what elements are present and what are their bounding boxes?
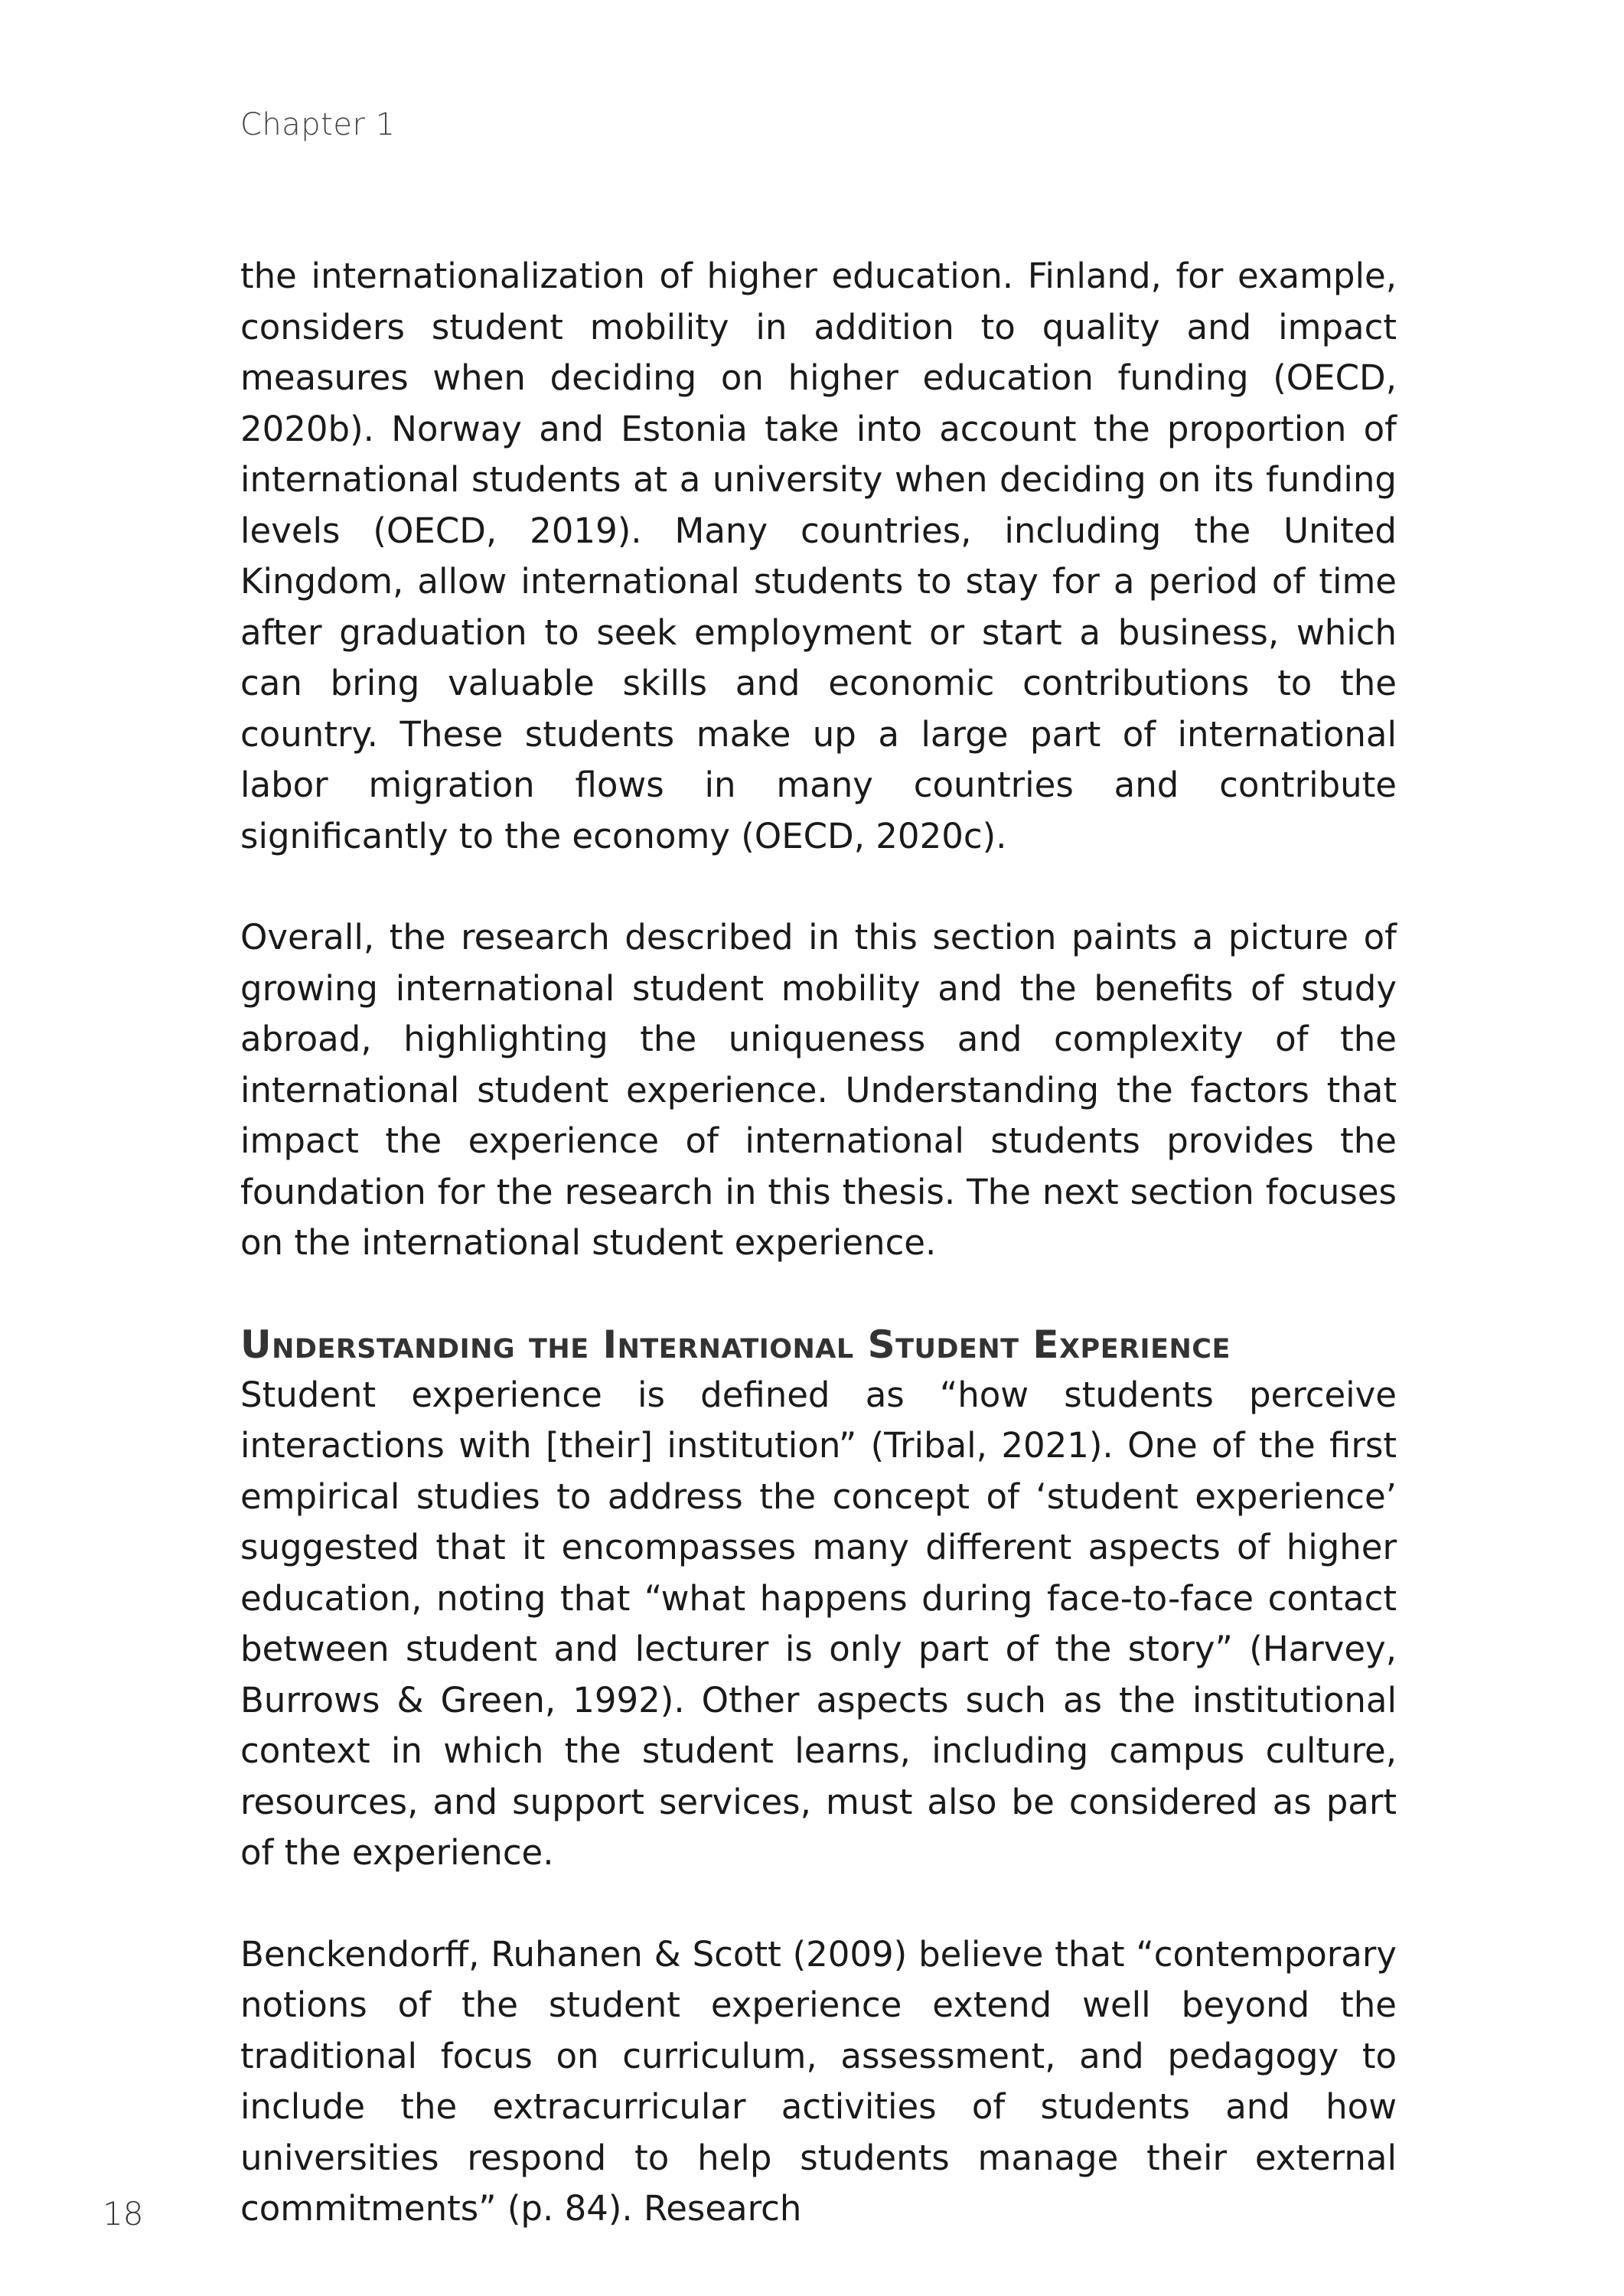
- page-body: [240, 251, 1397, 2235]
- page-number: 18: [103, 2195, 144, 2232]
- body-paragraph: Student experience is defined as “how students perceive interactions with [their] institution” (Tribal, 2021). One of the first empirical studies to address the concept of ‘student experience’ suggested that it encompasses many different aspects of higher education, noting that “what happens during face-to-face contact between student and lecturer is only part of the story” (Harvey, Burrows & Green, 1992). Other aspects such as the institutional context in which the student learns, including campus culture, resources, and support services, must also be considered as part of the experience.: [240, 1374, 1397, 1873]
- section-heading: Understanding the International Student Experience: [240, 1322, 1231, 1367]
- running-header: Chapter 1: [240, 107, 396, 142]
- paragraph-gap: [240, 1879, 1397, 1929]
- body-paragraph: Overall, the research described in this section paints a picture of growing international student mobility and the benefits of study abroad, highlighting the uniqueness and complexity of the international student experience. Understanding the factors that impact the experience of international students provides the foundation for the research in this thesis. The next section focuses on the international student experience.: [240, 917, 1397, 1263]
- body-paragraph: Benckendorff, Ruhanen & Scott (2009) believe that “contemporary notions of the student experience extend well beyond the traditional focus on curriculum, assessment, and pedagogy to include the extracurricular activities of students and how universities respond to help students manage their external commitments” (p. 84). Research: [240, 1933, 1397, 2229]
- paragraph-gap: [240, 862, 1397, 912]
- body-paragraph: the internationalization of higher education. Finland, for example, considers student mobility in addition to quality and impact measures when deciding on higher education funding (OECD, 2020b). Norway and Estonia take into account the proportion of international students at a university when deciding on its funding levels (OECD, 2019). Many countries, including the United Kingdom, allow international students to stay for a period of time after graduation to seek employment or start a business, which can bring valuable skills and economic contributions to the country. These students make up a large part of international labor migration flows in many countries and contribute significantly to the economy (OECD, 2020c).: [240, 256, 1397, 856]
- paragraph-gap: [240, 1269, 1397, 1319]
